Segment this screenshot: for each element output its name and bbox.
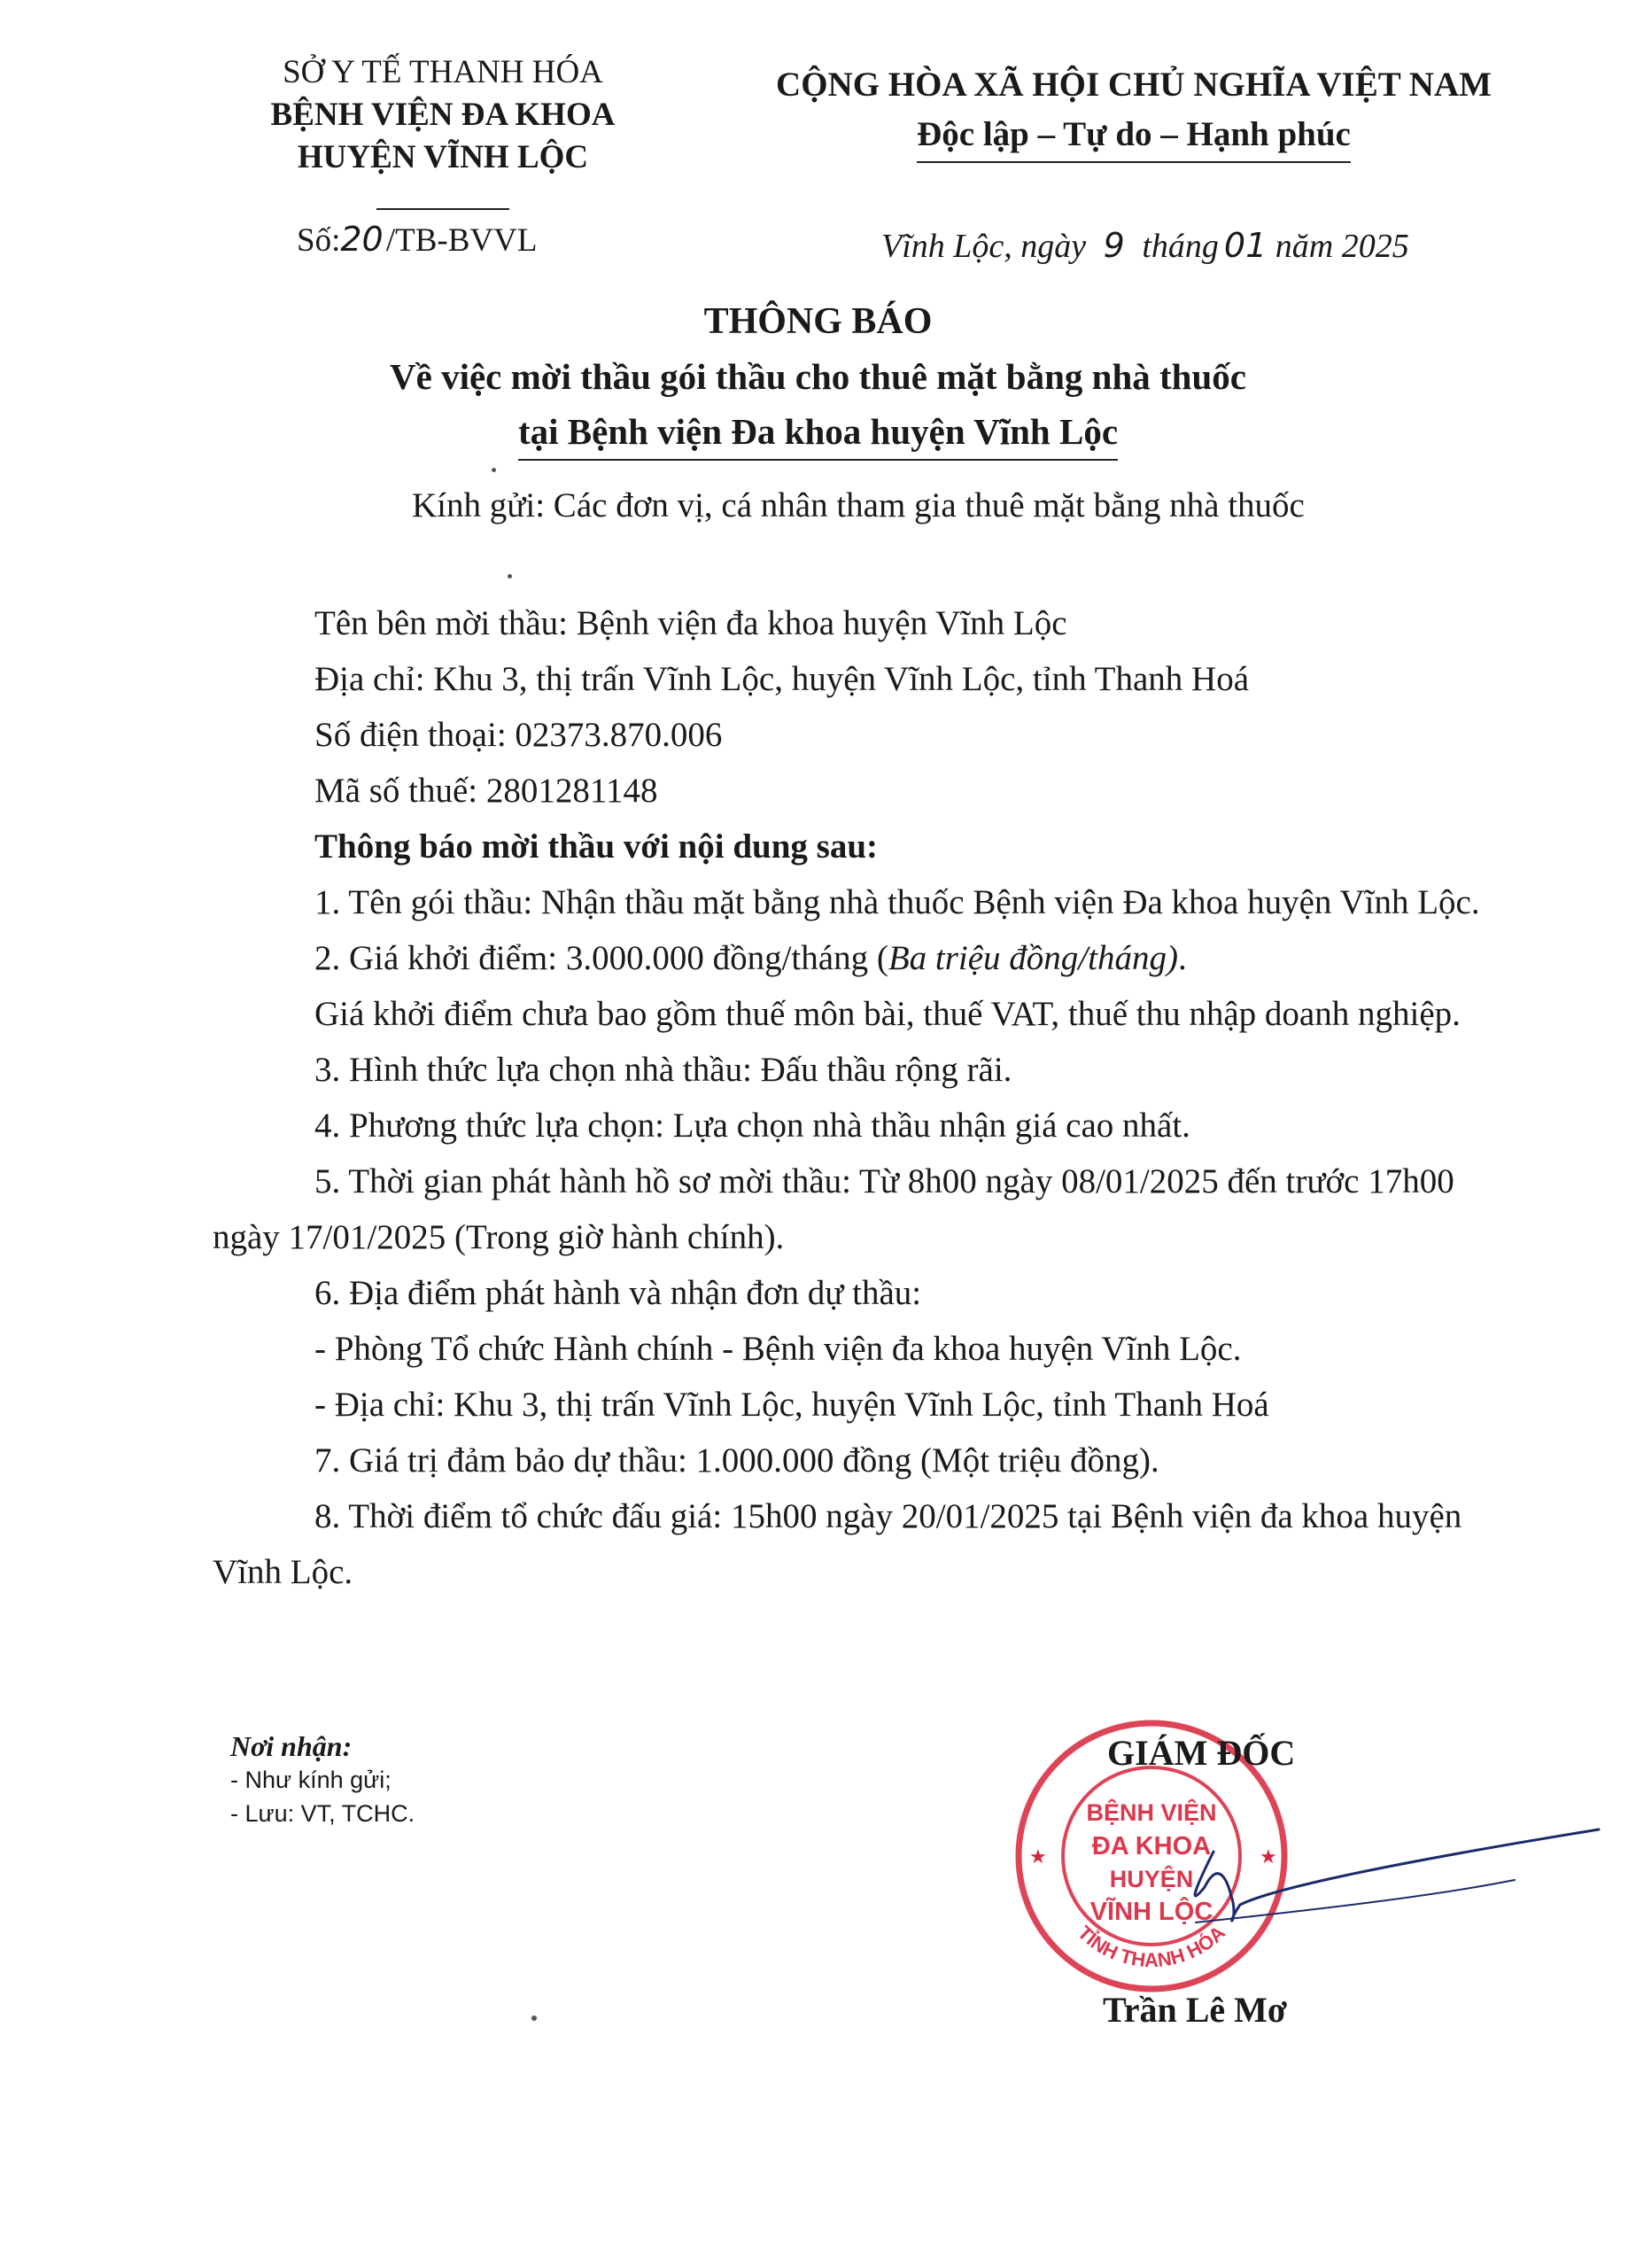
date-day: 9 xyxy=(1103,226,1125,265)
signer-title: GIÁM ĐỐC xyxy=(1107,1733,1296,1773)
date-place: Vĩnh Lộc, ngày xyxy=(881,228,1087,265)
inviter-phone: Số điện thoại: 02373.870.006 xyxy=(314,716,723,754)
document-number xyxy=(297,220,537,260)
item-8: 8. Thời điểm tổ chức đấu giá: 15h00 ngày 20/01/2025 tại Bệnh viện đa khoa huyện Vĩnh Lộc. xyxy=(213,1497,1462,1591)
inviter-address: Địa chỉ: Khu 3, thị trấn Vĩnh Lộc, huyện Vĩnh Lộc, tỉnh Thanh Hoá xyxy=(314,660,1249,698)
item-6-a: - Phòng Tổ chức Hành chính - Bệnh viện đa khoa huyện Vĩnh Lộc. xyxy=(314,1330,1242,1368)
org-underline xyxy=(376,208,509,210)
inviter-tax-code: Mã số thuế: 2801281148 xyxy=(314,772,658,810)
title-main: THÔNG BÁO xyxy=(703,301,933,342)
org-line-1: SỞ Y TẾ THANH HÓA xyxy=(283,54,603,90)
recipient-line: Kính gửi: Các đơn vị, cá nhân tham gia thuê mặt bằng nhà thuốc xyxy=(412,486,1305,524)
recipients-line-1: - Như kính gửi; xyxy=(230,1767,392,1793)
item-1: 1. Tên gói thầu: Nhận thầu mặt bằng nhà thuốc Bệnh viện Đa khoa huyện Vĩnh Lộc. xyxy=(314,883,1480,921)
document-date xyxy=(881,226,1409,266)
national-header xyxy=(691,60,1577,163)
recipients-line-2: - Lưu: VT, TCHC. xyxy=(230,1800,415,1827)
seal-text-1: BỆNH VIỆN xyxy=(1086,1799,1217,1826)
seal-text-4: VĨNH LỘC xyxy=(1089,1898,1213,1926)
nation-line-2: Độc lập – Tự do – Hạnh phúc xyxy=(917,110,1351,163)
org-line-3: HUYỆN VĨNH LỘC xyxy=(297,139,589,175)
scan-speck xyxy=(492,468,496,472)
item-2-main: 2. Giá khởi điểm: 3.000.000 đồng/tháng ( xyxy=(314,939,888,977)
handwritten-signature xyxy=(1143,1825,1603,1931)
seal-text-2: ĐA KHOA xyxy=(1091,1832,1212,1860)
item-2-end: . xyxy=(1177,939,1187,977)
recipients-heading: Nơi nhận: xyxy=(230,1730,353,1762)
item-4: 4. Phương thức lựa chọn: Lựa chọn nhà thầu nhận giá cao nhất. xyxy=(314,1107,1190,1145)
document-body xyxy=(213,595,1515,1600)
nation-line-1: CỘNG HÒA XÃ HỘI CHỦ NGHĨA VIỆT NAM xyxy=(776,66,1492,104)
seal-star-right: ★ xyxy=(1260,1845,1277,1868)
date-year: năm 2025 xyxy=(1275,228,1409,265)
item-5: 5. Thời gian phát hành hồ sơ mời thầu: Từ 8h00 ngày 08/01/2025 đến trước 17h00 ngày 17/01/2025 (Trong giờ hành chính). xyxy=(213,1162,1454,1256)
doc-number-suffix: /TB-BVVL xyxy=(385,222,538,259)
date-month: 01 xyxy=(1223,226,1268,265)
seal-star-left: ★ xyxy=(1029,1845,1047,1868)
item-2-italic: Ba triệu đồng/tháng) xyxy=(888,939,1178,977)
item-6: 6. Địa điểm phát hành và nhận đơn dự thầu: xyxy=(314,1274,922,1312)
item-3: 3. Hình thức lựa chọn nhà thầu: Đấu thầu rộng rãi. xyxy=(314,1051,1012,1089)
org-line-2: BỆNH VIỆN ĐA KHOA xyxy=(270,97,616,133)
item-2 xyxy=(213,930,1515,986)
scan-speck xyxy=(508,574,512,579)
doc-number-prefix: Số: xyxy=(297,222,341,259)
inviter-name: Tên bên mời thầu: Bệnh viện đa khoa huyện Vĩnh Lộc xyxy=(314,604,1067,642)
seal-ring-text: TỈNH THANH HÓA xyxy=(1073,1921,1230,1971)
item-7: 7. Giá trị đảm bảo dự thầu: 1.000.000 đồng (Một triệu đồng). xyxy=(314,1441,1159,1480)
content-heading: Thông báo mời thầu với nội dung sau: xyxy=(314,827,878,866)
issuing-organization xyxy=(177,51,709,221)
signer-name: Trần Lê Mơ xyxy=(1103,1990,1288,2030)
doc-number-handwritten: 20 xyxy=(340,220,384,259)
title-line-3: tại Bệnh viện Đa khoa huyện Vĩnh Lộc xyxy=(518,404,1118,461)
recipients-block xyxy=(230,1729,415,1830)
item-2-note: Giá khởi điểm chưa bao gồm thuế môn bài, thuế VAT, thuế thu nhập doanh nghiệp. xyxy=(314,995,1461,1033)
scan-speck xyxy=(531,2016,537,2021)
document-title xyxy=(0,294,1636,461)
seal-text-3: HUYỆN xyxy=(1109,1866,1194,1892)
date-month-label: tháng xyxy=(1142,228,1219,265)
title-line-2: Về việc mời thầu gói thầu cho thuê mặt bằng nhà thuốc xyxy=(390,356,1246,397)
item-6-b: - Địa chỉ: Khu 3, thị trấn Vĩnh Lộc, huyện Vĩnh Lộc, tỉnh Thanh Hoá xyxy=(314,1386,1269,1424)
